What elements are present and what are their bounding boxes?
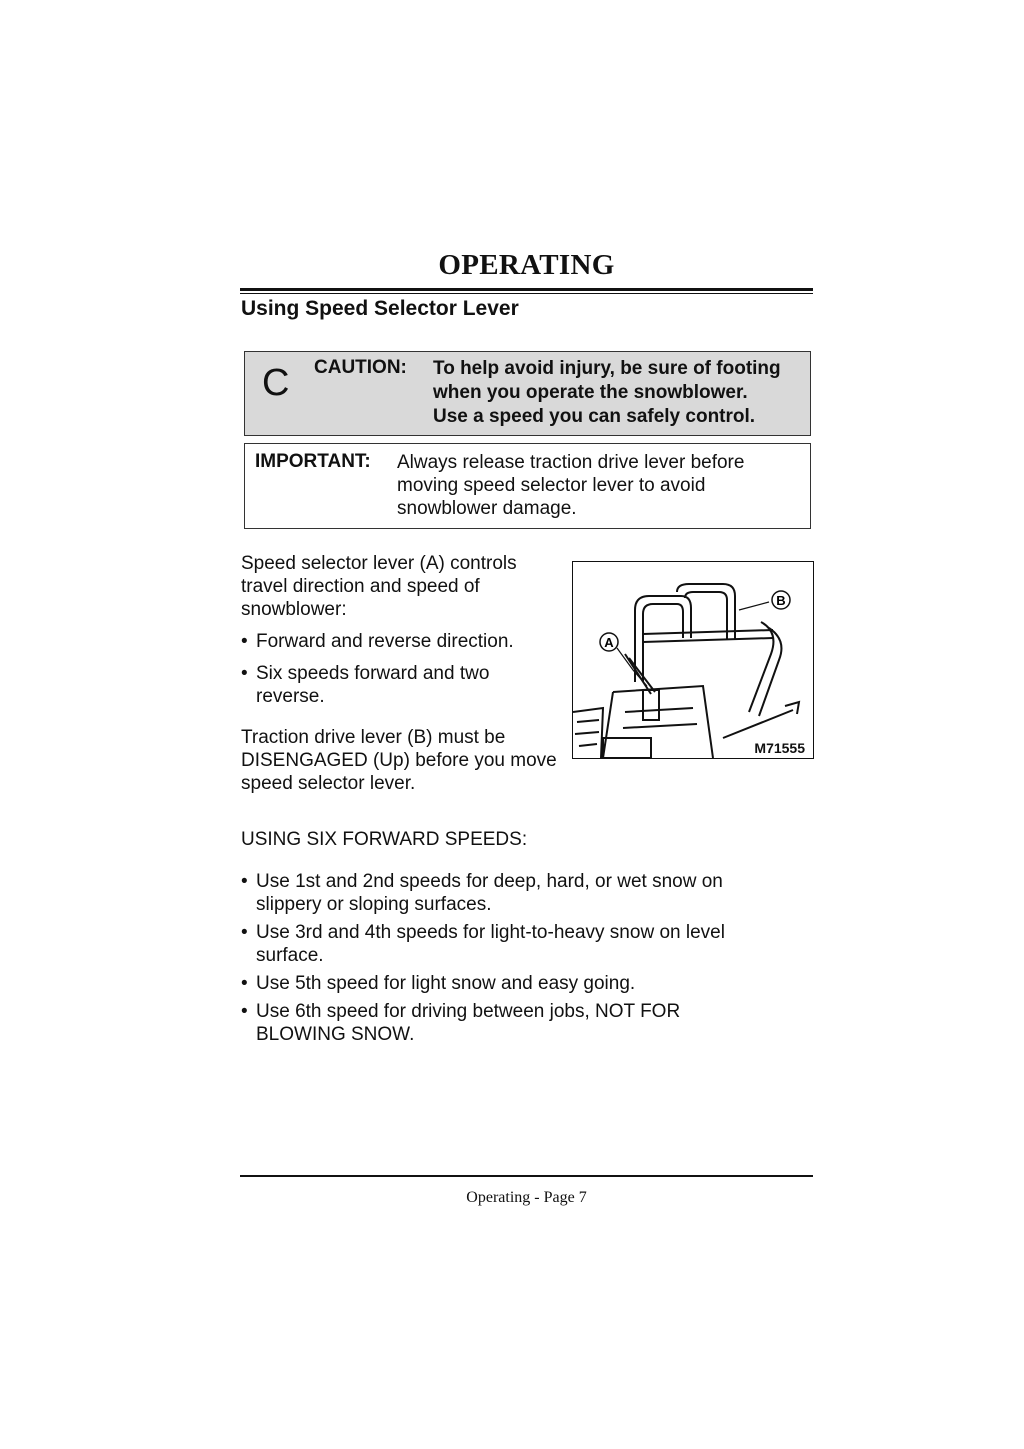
caution-symbol-icon: C [262, 362, 290, 404]
caution-line: To help avoid injury, be sure of footing [433, 358, 781, 379]
traction-note [241, 726, 571, 795]
direction-bullet-list [241, 630, 561, 717]
snowblower-drawing [573, 562, 813, 758]
important-label: IMPORTANT: [255, 451, 371, 472]
list-item [241, 870, 801, 916]
important-line: Always release traction drive lever before [397, 452, 745, 473]
list-item [241, 662, 561, 708]
bullet-line: BLOWING SNOW. [256, 1024, 415, 1045]
list-item [241, 921, 801, 967]
page-title: OPERATING [438, 249, 615, 281]
list-item [241, 1000, 801, 1046]
footer-rule [240, 1175, 813, 1177]
intro-line: travel direction and speed of [241, 576, 480, 597]
bullet-dot: • [241, 922, 248, 943]
bullet-dot: • [241, 871, 248, 892]
traction-line: Traction drive lever (B) must be [241, 727, 506, 748]
bullet-line: Use 3rd and 4th speeds for light-to-heavy snow on level [256, 922, 725, 943]
six-speeds-bullet-list [241, 870, 801, 1051]
important-line: moving speed selector lever to avoid [397, 475, 706, 496]
six-speeds-heading: USING SIX FORWARD SPEEDS: [241, 829, 528, 850]
caution-label: CAUTION: [314, 357, 407, 378]
bullet-line: surface. [256, 945, 324, 966]
bullet-line: Six speeds forward and two [256, 663, 490, 684]
callout-b-label: B [776, 593, 786, 608]
figure-id: M71555 [754, 740, 805, 756]
list-item [241, 630, 561, 653]
intro-line: Speed selector lever (A) controls [241, 553, 517, 574]
page-footer: Operating - Page 7 [466, 1189, 587, 1206]
bullet-dot: • [241, 631, 248, 652]
title-rule-thin [240, 293, 813, 294]
bullet-line: slippery or sloping surfaces. [256, 894, 492, 915]
caution-line: Use a speed you can safely control. [433, 406, 756, 427]
caution-text [433, 357, 781, 429]
callout-a-label: A [604, 635, 614, 650]
important-line: snowblower damage. [397, 498, 577, 519]
intro-paragraph [241, 552, 561, 621]
traction-line: speed selector lever. [241, 773, 416, 794]
list-item [241, 972, 801, 995]
bullet-dot: • [241, 1001, 248, 1022]
bullet-line: Use 6th speed for driving between jobs, NOT FOR [256, 1001, 681, 1022]
bullet-line: Forward and reverse direction. [256, 631, 514, 652]
bullet-line: Use 5th speed for light snow and easy going. [256, 973, 636, 994]
bullet-dot: • [241, 663, 248, 684]
traction-line: DISENGAGED (Up) before you move [241, 750, 557, 771]
important-text [397, 451, 744, 520]
bullet-line: reverse. [256, 686, 325, 707]
section-title: Using Speed Selector Lever [241, 297, 519, 320]
title-rule-thick [240, 288, 813, 291]
bullet-dot: • [241, 973, 248, 994]
snowblower-illustration [572, 561, 814, 759]
intro-line: snowblower: [241, 599, 347, 620]
caution-line: when you operate the snowblower. [433, 382, 748, 403]
bullet-line: Use 1st and 2nd speeds for deep, hard, or wet snow on [256, 871, 723, 892]
